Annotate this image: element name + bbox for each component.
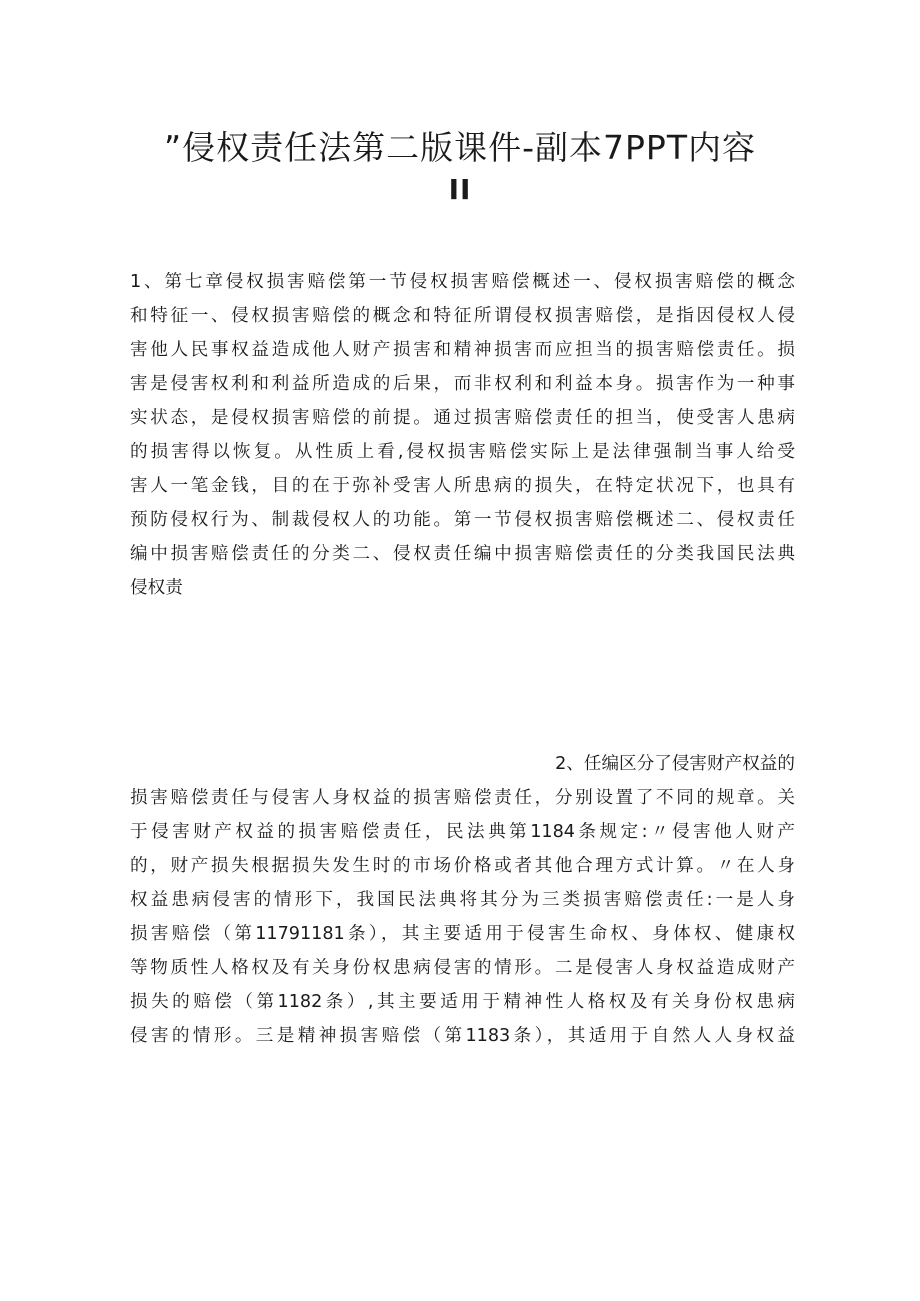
paragraph-line: 侵害的情形。三是精神损害赔偿（第1183条），其适用于自然人人身权益 bbox=[130, 1026, 795, 1046]
paragraph-line: 害他人民事权益造成他人财产损害和精神损害而应担当的损害赔偿责任。损 bbox=[130, 340, 795, 360]
paragraph-line: 损害赔偿（第11791181条），其主要适用于侵害生命权、身体权、健康权 bbox=[130, 924, 795, 944]
paragraph-line: 损失的赔偿（第1182条）,其主要适用于精神性人格权及有关身份权患病 bbox=[130, 992, 795, 1012]
paragraph-line: 预防侵权行为、制裁侵权人的功能。第一节侵权损害赔偿概述二、侵权责任 bbox=[130, 510, 795, 530]
paragraph-line: 实状态，是侵权损害赔偿的前提。通过损害赔偿责任的担当，使受害人患病 bbox=[130, 408, 795, 428]
paragraph-line: 侵权责 bbox=[130, 578, 183, 598]
paragraph-line: 编中损害赔偿责任的分类二、侵权责任编中损害赔偿责任的分类我国民法典 bbox=[130, 544, 795, 564]
paragraph-line: 和特征一、侵权损害赔偿的概念和特征所谓侵权损害赔偿，是指因侵权人侵 bbox=[130, 306, 795, 326]
paragraph-line: 害是侵害权利和利益所造成的后果，而非权利和利益本身。损害作为一种事 bbox=[130, 374, 795, 394]
paragraph-line: 1、第七章侵权损害赔偿第一节侵权损害赔偿概述一、侵权损害赔偿的概念 bbox=[130, 272, 795, 292]
paragraph-1 bbox=[130, 265, 795, 605]
paragraph-line: 的，财产损失根据损失发生时的市场价格或者其他合理方式计算。〃在人身 bbox=[130, 856, 795, 876]
paragraph-line: 2、任编区分了侵害财产权益的 bbox=[555, 754, 795, 774]
paragraph-line: 的损害得以恢复。从性质上看,侵权损害赔偿实际上是法律强制当事人给受 bbox=[130, 442, 795, 462]
paragraph-line: 等物质性人格权及有关身份权患病侵害的情形。二是侵害人身权益造成财产 bbox=[130, 958, 795, 978]
paragraph-line: 损害赔偿责任与侵害人身权益的损害赔偿责任，分别设置了不同的规章。关 bbox=[130, 788, 795, 808]
paragraph-line: 害人一笔金钱，目的在于弥补受害人所患病的损失，在特定状况下，也具有 bbox=[130, 476, 795, 496]
paragraph-line: 权益患病侵害的情形下，我国民法典将其分为三类损害赔偿责任:一是人身 bbox=[130, 890, 795, 910]
paragraph-2 bbox=[130, 747, 795, 1053]
document-title: ”侵权责任法第二版课件-副本7PPT内容 bbox=[164, 128, 756, 167]
document-title-continuation: II bbox=[448, 173, 472, 206]
paragraph-line: 于侵害财产权益的损害赔偿责任，民法典第1184条规定:〃侵害他人财产 bbox=[130, 822, 795, 842]
